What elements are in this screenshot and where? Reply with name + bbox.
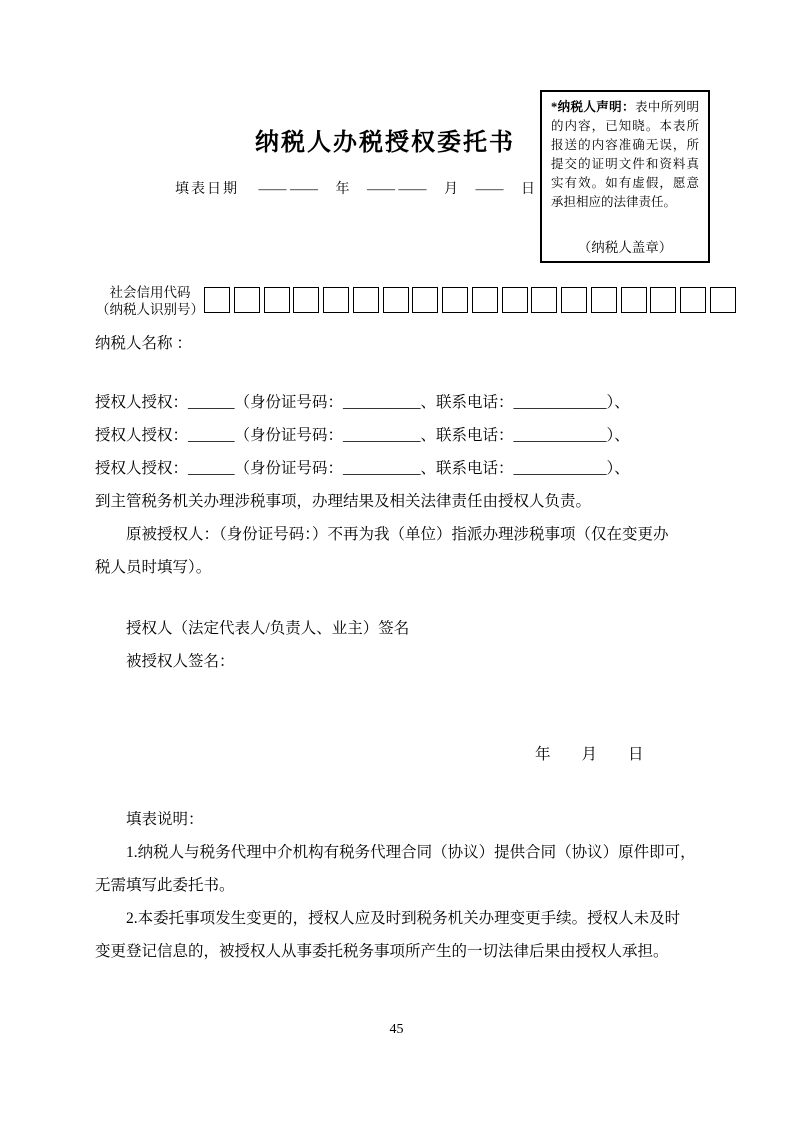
credit-code-box <box>561 287 587 313</box>
credit-code-box <box>502 287 528 313</box>
authorized-signature-label: 被授权人签名： <box>126 653 235 670</box>
notes-heading: 填表说明： <box>126 811 204 828</box>
credit-code-box <box>353 287 379 313</box>
day-label: 日 <box>521 182 535 197</box>
month-blank: —— —— <box>367 182 427 197</box>
authorization-line-1: 授权人授权：______（身份证号码：__________、联系电话：____________）、 <box>95 394 630 411</box>
credit-code-box <box>650 287 676 313</box>
credit-code-box <box>234 287 260 313</box>
credit-code-box <box>710 287 736 313</box>
taxpayer-name-label: 纳税人名称 ： <box>95 335 192 352</box>
credit-code-box <box>204 287 230 313</box>
fill-date-label: 填表日期 <box>175 182 239 197</box>
credit-code-box <box>591 287 617 313</box>
credit-code-box <box>264 287 290 313</box>
signature-date-line: 年 月 日 <box>535 746 644 763</box>
fill-date-line <box>175 178 549 198</box>
authorization-scope-text: 到主管税务机关办理涉税事项，办理结果及相关法律责任由授权人负责。 <box>95 493 592 510</box>
credit-code-boxes <box>204 287 736 313</box>
year-blank: —— —— <box>258 182 318 197</box>
form-title: 纳税人办税授权委托书 <box>255 130 515 156</box>
declaration-body: 表中所列明的内容，已知晓。本表所报送的内容准确无误，所提交的证明文件和资料真实有效。如有虚假，愿意承担相应的法律责任。 <box>551 100 699 209</box>
note-2-line-2: 变更登记信息的，被授权人从事委托税务事项所产生的一切法律后果由授权人承担。 <box>95 943 669 960</box>
page-number: 45 <box>389 1022 404 1037</box>
month-label: 月 <box>444 182 458 197</box>
declaration-text <box>551 98 699 238</box>
credit-code-box <box>621 287 647 313</box>
note-1-line-1: 1.纳税人与税务代理中介机构有税务代理合同（协议）提供合同（协议）原件即可， <box>126 844 696 861</box>
credit-code-box <box>531 287 557 313</box>
note-2-line-1: 2.本委托事项发生变更的，授权人应及时到税务机关办理变更手续。授权人未及时 <box>126 910 681 927</box>
credit-code-box <box>293 287 319 313</box>
credit-code-box <box>383 287 409 313</box>
taxpayer-declaration-box <box>540 90 710 263</box>
authorization-line-2: 授权人授权：______（身份证号码：__________、联系电话：____________）、 <box>95 427 630 444</box>
credit-code-box <box>680 287 706 313</box>
credit-code-box <box>472 287 498 313</box>
authorizer-signature-label: 授权人（法定代表人/负责人、业主）签名 <box>126 620 410 637</box>
taxpayer-seal-label: （纳税人盖章） <box>577 240 673 255</box>
credit-code-box <box>442 287 468 313</box>
credit-code-label-line1: 社会信用代码 <box>109 285 191 300</box>
declaration-heading: *纳税人声明： <box>551 100 635 114</box>
authorization-line-3: 授权人授权：______（身份证号码：__________、联系电话：____________）、 <box>95 460 630 477</box>
former-authorized-line-2: 税人员时填写）。 <box>95 559 212 576</box>
credit-code-label-line2: （纳税人识别号） <box>96 302 204 317</box>
credit-code-box <box>323 287 349 313</box>
day-blank: —— <box>475 182 504 197</box>
year-label: 年 <box>335 182 350 197</box>
note-1-line-2: 无需填写此委托书。 <box>95 877 235 894</box>
credit-code-box <box>412 287 438 313</box>
former-authorized-line-1: 原被授权人：（身份证号码：）不再为我（单位）指派办理涉税事项（仅在变更办 <box>126 526 669 543</box>
form-body <box>95 386 715 968</box>
credit-code-label <box>93 284 207 318</box>
